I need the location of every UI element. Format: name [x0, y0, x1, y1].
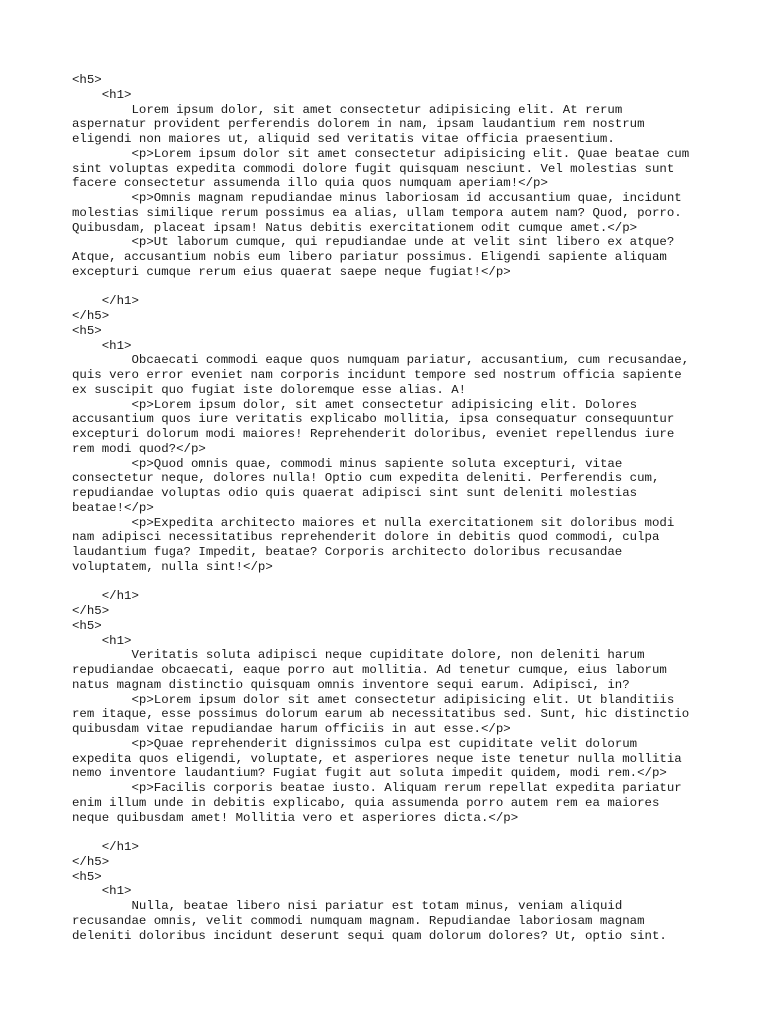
code-line: Atque, accusantium nobis eum libero pariatur possimus. Eligendi sapiente aliquam	[72, 250, 667, 264]
code-line: molestias similique rerum possimus ea alias, ullam tempora autem nam? Quod, porro.	[72, 205, 682, 220]
code-line: excepturi dolorum modi maiores! Reprehenderit doloribus, eveniet repellendus iure	[72, 427, 675, 441]
code-line: </h1>	[72, 840, 139, 854]
code-line: Nulla, beatae libero nisi pariatur est totam minus, veniam aliquid	[72, 899, 623, 913]
code-line: rem modi quod?</p>	[72, 441, 206, 456]
code-listing	[72, 73, 712, 943]
code-line: Quibusdam, placeat ipsam! Natus debitis exercitationem odit cumque amet.</p>	[72, 220, 638, 235]
code-line: </h5>	[72, 309, 110, 323]
code-line: </h1>	[72, 294, 139, 309]
code-line: nam adipisci necessitatibus reprehenderit dolore in debitis quod commodi, culpa	[72, 530, 660, 545]
code-line	[72, 575, 712, 590]
code-line: expedita quos eligendi, voluptate, et asperiores neque iste tenetur nulla mollitia	[72, 751, 682, 766]
code-line: </h5>	[72, 854, 110, 869]
code-line: facere consectetur assumenda illo quia quos numquam aperiam!</p>	[72, 176, 548, 191]
code-line: <p>Quae reprehenderit dignissimos culpa est cupiditate velit dolorum	[72, 736, 638, 751]
code-line: laudantium fuga? Impedit, beatae? Corporis architecto doloribus recusandae	[72, 545, 623, 559]
code-line: <h5>	[72, 73, 102, 87]
code-line: <p>Facilis corporis beatae iusto. Aliquam rerum repellat expedita pariatur	[72, 781, 682, 795]
code-line: repudiandae voluptas odio quis quaerat adipisci sint sunt deleniti molestias	[72, 486, 638, 500]
code-line: beatae!</p>	[72, 500, 154, 515]
code-line: repudiandae obcaecati, eaque porro aut mollitia. Ad tenetur cumque, eius laborum	[72, 663, 667, 677]
code-line: <h1>	[72, 87, 132, 102]
code-line: rem itaque, esse possimus dolorum earum ab necessitatibus sed. Sunt, hic distinctio	[72, 707, 690, 722]
code-line: <p>Expedita architecto maiores et nulla exercitationem sit doloribus modi	[72, 515, 675, 530]
code-line	[72, 280, 712, 295]
code-line: <h1>	[72, 884, 132, 899]
code-line: <p>Lorem ipsum dolor sit amet consectetur adipisicing elit. Quae beatae cum	[72, 146, 690, 161]
code-line: Veritatis soluta adipisci neque cupiditate dolore, non deleniti harum	[72, 648, 645, 663]
code-line: <p>Lorem ipsum dolor, sit amet consectetur adipisicing elit. Dolores	[72, 397, 638, 412]
code-line: recusandae omnis, velit commodi numquam magnam. Repudiandae laboriosam magnam	[72, 913, 645, 928]
code-line: <h1>	[72, 633, 132, 648]
code-line	[72, 825, 712, 840]
code-line: <h5>	[72, 869, 102, 884]
code-line: nemo inventore laudantium? Fugiat fugit aut soluta impedit quidem, modi rem.</p>	[72, 766, 667, 781]
code-line: <p>Omnis magnam repudiandae minus laboriosam id accusantium quae, incidunt	[72, 191, 682, 205]
code-line: </h1>	[72, 589, 139, 604]
code-line: </h5>	[72, 604, 110, 618]
code-line: enim illum unde in debitis explicabo, quia assumenda porro autem rem ea maiores	[72, 795, 660, 810]
code-line: consectetur neque, dolores nulla! Optio cum expedita deleniti. Perferendis cum,	[72, 471, 660, 486]
code-line: sint voluptas expedita commodi dolore fugit quisquam nesciunt. Vel molestias sunt	[72, 161, 675, 176]
code-line: <p>Quod omnis quae, commodi minus sapiente soluta excepturi, vitae	[72, 456, 623, 471]
code-line: <h5>	[72, 618, 102, 633]
code-line: <h1>	[72, 338, 132, 353]
code-line: <h5>	[72, 323, 102, 338]
code-line: Obcaecati commodi eaque quos numquam pariatur, accusantium, cum recusandae,	[72, 353, 690, 368]
code-line: deleniti doloribus incidunt deserunt sequi quam dolorum dolores? Ut, optio sint.	[72, 928, 667, 943]
code-line: voluptatem, nulla sint!</p>	[72, 559, 273, 574]
code-line: Lorem ipsum dolor, sit amet consectetur adipisicing elit. At rerum	[72, 102, 623, 117]
code-line: <p>Lorem ipsum dolor sit amet consectetur adipisicing elit. Ut blanditiis	[72, 692, 675, 707]
code-line: neque quibusdam amet! Mollitia vero et asperiores dicta.</p>	[72, 810, 519, 825]
code-line: natus magnam distinctio quisquam omnis inventore sequi earum. Adipisci, in?	[72, 677, 630, 692]
code-line: excepturi cumque rerum eius quaerat saepe neque fugiat!</p>	[72, 264, 511, 279]
code-line: accusantium quos iure veritatis explicabo mollitia, ipsa consequatur consequuntur	[72, 412, 675, 427]
code-line: quibusdam vitae repudiandae harum officiis in aut esse.</p>	[72, 722, 511, 736]
code-line: quis vero error eveniet nam corporis incidunt tempore sed nostrum officia sapiente	[72, 368, 682, 382]
code-line: ex suscipit quo fugiat iste doloremque esse alias. A!	[72, 382, 467, 397]
code-line: eligendi non maiores ut, aliquid sed veritatis vitae officia praesentium.	[72, 132, 615, 146]
code-line: <p>Ut laborum cumque, qui repudiandae unde at velit sint libero ex atque?	[72, 235, 675, 250]
code-line: aspernatur provident perferendis dolorem in nam, ipsam laudantium rem nostrum	[72, 117, 645, 132]
